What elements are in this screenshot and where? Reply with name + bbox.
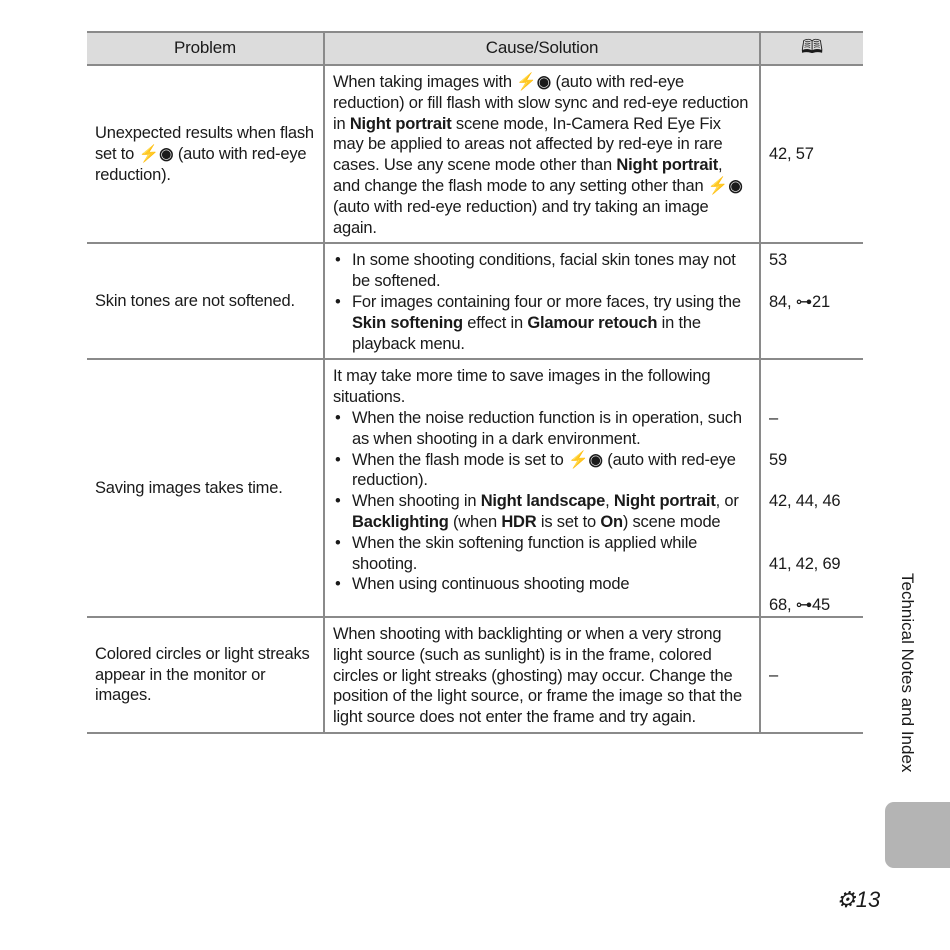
reference-value: 84, ⊶21	[769, 292, 830, 311]
problem-cell: Colored circles or light streaks appear in the monitor or images.	[87, 617, 324, 733]
problem-cell: Saving images takes time.	[87, 359, 324, 617]
reference-value: 42, 44, 46	[769, 492, 841, 511]
table-row	[87, 65, 863, 243]
page-number: ⚙13	[836, 887, 881, 912]
section-side-label: Technical Notes and Index	[898, 573, 917, 773]
problem-cell: Unexpected results when flash set to ⚡◉ (auto with red-eye reduction).	[87, 65, 324, 243]
table-row	[87, 243, 863, 359]
reference-cell	[760, 243, 863, 359]
flash-redeye-icon: ⚡◉	[707, 176, 743, 195]
reference-cell	[760, 359, 863, 617]
header-cause-solution: Cause/Solution	[324, 32, 760, 65]
reference-cell: 42, 57	[760, 65, 863, 243]
reference-cell: –	[760, 617, 863, 733]
reference-value: –	[769, 408, 778, 427]
bullet-item: • For images containing four or more faces, try using the Skin softening effect in Glamour retouch in the playback menu.	[333, 292, 751, 354]
solution-cell: When taking images with ⚡◉ (auto with red-eye reduction) or fill flash with slow sync and red-eye reduction in Night portrait scene mode, In-Camera Red Eye Fix may be applied to areas not affected by red-eye in rare cases. Use any scene mode other than Night portrait, and change the flash mode to any setting other than ⚡◉ (auto with red-eye reduction) and try taking an image again.	[324, 65, 760, 243]
reference-value: 41, 42, 69	[769, 554, 841, 573]
problem-cell: Skin tones are not softened.	[87, 243, 324, 359]
troubleshooting-table	[87, 31, 863, 734]
solution-cell: When shooting with backlighting or when a very strong light source (such as sunlight) is in the frame, colored circles or light streaks (ghosting) may occur. Change the position of the light source, or frame the image so that the light source does not enter the frame and try again.	[324, 617, 760, 733]
flash-redeye-icon: ⚡◉	[516, 73, 552, 91]
bullet-item: • In some shooting conditions, facial skin tones may not be softened.	[333, 250, 751, 292]
section-tab	[885, 802, 950, 868]
flash-redeye-icon: ⚡◉	[138, 144, 174, 163]
solution-intro: It may take more time to save images in the following situations.	[333, 367, 711, 407]
bullet-item: • When the skin softening function is applied while shooting.	[333, 533, 751, 575]
table-header-row	[87, 32, 863, 65]
bullet-item: • When shooting in Night landscape, Night portrait, or Backlighting (when HDR is set to On) scene mode	[333, 491, 751, 533]
header-reference	[760, 32, 863, 65]
solution-cell	[324, 359, 760, 617]
reference-value: 53	[769, 251, 787, 270]
reference-value: 59	[769, 450, 787, 469]
header-problem: Problem	[87, 32, 324, 65]
solution-cell	[324, 243, 760, 359]
bullet-item: • When using continuous shooting mode	[333, 574, 751, 595]
table-row	[87, 617, 863, 733]
table-row	[87, 359, 863, 617]
reference-value: 68, ⊶45	[769, 596, 830, 615]
flash-redeye-icon: ⚡◉	[567, 450, 603, 469]
bullet-item: • When the flash mode is set to ⚡◉ (auto with red-eye reduction).	[333, 450, 751, 492]
bullet-item: • When the noise reduction function is in operation, such as when shooting in a dark environment.	[333, 408, 751, 450]
book-icon: 🕮	[800, 37, 824, 59]
